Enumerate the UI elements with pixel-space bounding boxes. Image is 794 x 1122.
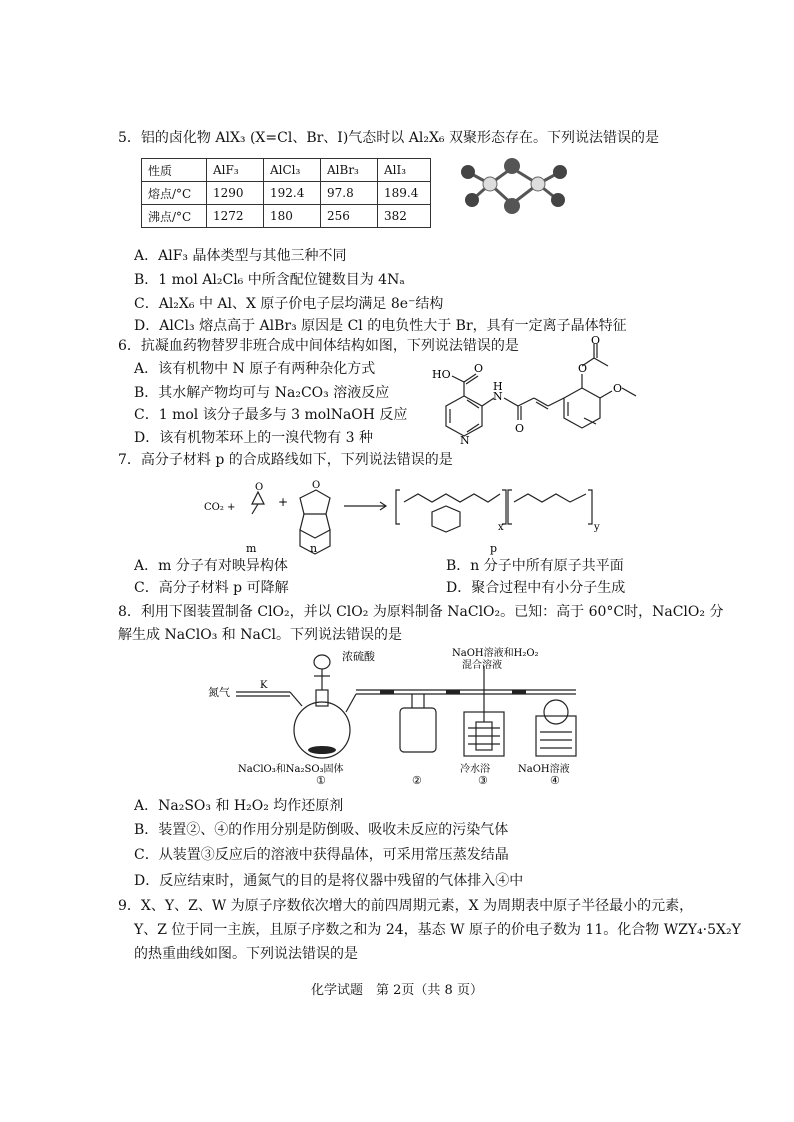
table-row [142,182,431,205]
table-cell: 沸点/°C [142,205,207,228]
subscript-y: y [594,522,600,533]
q7-option-d: D．聚合过程中有小分子生成 [446,580,626,596]
q5-property-table [141,158,431,228]
q7-reaction-scheme [196,472,616,558]
q6-option-d: D．该有机物苯环上的一溴代物有 3 种 [134,430,374,446]
q8-option-b: B．装置②、④的作用分别是防倒吸、吸收未反应的污染气体 [134,822,509,838]
subscript-x: x [498,522,504,533]
q8-apparatus-diagram [200,646,590,786]
table-row [142,205,431,228]
q9-stem-line1: 9．X、Y、Z、W 为原子序数依次增大的前四周期元素，X 为周期表中原子半径最小的元素， [118,898,694,914]
q8-stem-line1: 8．利用下图装置制备 ClO₂，并以 ClO₂ 为原料制备 NaClO₂。已知：高于 60°C时，NaClO₂ 分 [118,604,724,620]
q5-option-c: C．Al₂X₆ 中 Al、X 原子价电子层均满足 8e⁻结构 [134,296,444,312]
halogen-atom [504,158,520,174]
halogen-atom [551,193,565,207]
solid-reagent-label: NaClO₃和Na₂SO₃固体 [238,764,344,775]
table-cell: 97.8 [321,182,378,205]
table-cell: 382 [378,205,431,228]
plus-sign: + [278,495,289,509]
struct-label-o: O [515,422,525,435]
q8-option-c: C．从装置③反应后的溶液中获得晶体，可采用常压蒸发结晶 [134,847,509,863]
table-cell: 1272 [207,205,264,228]
halogen-atom [553,165,567,179]
q8-stem-line2: 解生成 NaClO₃ 和 NaCl。下列说法错误的是 [118,627,403,643]
aluminum-atom [531,177,545,191]
struct-label-ho: HO [432,368,451,381]
co2-label: CO₂ + [204,502,236,513]
table-cell: 1290 [207,182,264,205]
mixture-label-line2: 混合溶液 [462,660,502,671]
q5-stem: 5．铝的卤化物 AlX₃ (X=Cl、Br、I)气态时以 Al₂X₆ 双聚形态存在。下列说法错误的是 [118,130,659,146]
table-header-row [142,159,431,182]
struct-label-o: O [591,336,601,347]
q8-option-a: A．Na₂SO₃ 和 H₂O₂ 均作还原剂 [134,798,344,814]
q5-option-b: B．1 mol Al₂Cl₆ 中所含配位键数目为 4Nₐ [134,272,405,288]
q5-option-a: A．AlF₃ 晶体类型与其他三种不同 [134,248,347,264]
q7-option-b: B．n 分子中所有原子共平面 [446,558,624,574]
label-m: m [246,542,257,555]
struct-label-n: N [493,390,503,403]
q6-stem: 6．抗凝血药物替罗非班合成中间体结构如图，下列说法错误的是 [118,338,519,354]
halogen-atom [504,198,520,214]
halogen-atom [465,193,479,207]
table-header-cell: AlF₃ [207,159,264,182]
al2x6-molecule-model [452,150,582,220]
q9-stem-line2: Y、Z 位于同一主族，且原子序数之和为 24，基态 W 原子的价电子数为 11。化合物 WZY₄·5X₂Y [134,922,741,938]
struct-label-h: H [493,380,503,393]
q6-option-b: B．其水解产物均可与 Na₂CO₃ 溶液反应 [134,385,390,401]
q6-structure-diagram [424,336,658,448]
q8-option-d: D．反应结束时，通氮气的目的是将仪器中残留的气体排入④中 [134,873,524,889]
cold-bath-label: 冷水浴 [460,764,490,775]
epoxide-o-label: O [255,482,264,493]
struct-label-o: O [613,382,623,395]
mixture-label-line1: NaOH溶液和H₂O₂ [452,648,539,659]
q6-option-c: C．1 mol 该分子最多与 3 molNaOH 反应 [134,407,408,423]
apparatus-2-label: ② [412,774,422,786]
struct-label-o: O [474,362,484,375]
label-n: n [310,542,318,555]
q6-option-a: A．该有机物中 N 原子有两种杂化方式 [134,361,376,377]
apparatus-1-label: ① [316,774,326,786]
apparatus-3-label: ③ [478,774,488,786]
q5-option-d: D．AlCl₃ 熔点高于 AlBr₃ 原因是 Cl 的电负性大于 Br，具有一定离子晶体特征 [134,318,627,334]
q9-stem-line3: 的热重曲线如图。下列说法错误的是 [134,946,358,962]
struct-label-o: O [578,362,588,375]
page-footer: 化学试题 第 2页（共 8 页） [311,983,483,998]
aluminum-atom [483,177,497,191]
halogen-atom [461,165,475,179]
naoh-solution-label: NaOH溶液 [518,764,570,775]
q7-option-c: C．高分子材料 p 可降解 [134,580,289,596]
table-header-cell: 性质 [142,159,207,182]
acid-label: 浓硫酸 [342,650,375,663]
struct-label-n-ring: N [460,434,470,447]
anhydride-o-label: O [312,480,321,491]
table-cell: 熔点/°C [142,182,207,205]
q7-stem: 7．高分子材料 p 的合成路线如下，下列说法错误的是 [118,452,453,468]
table-cell: 192.4 [264,182,321,205]
q7-option-a: A．m 分子有对映异构体 [134,558,288,574]
apparatus-4-label: ④ [550,774,560,786]
label-p: p [490,542,498,555]
table-cell: 180 [264,205,321,228]
table-header-cell: AlBr₃ [321,159,378,182]
nitrogen-label: 氮气 [208,686,230,699]
table-cell: 256 [321,205,378,228]
table-header-cell: AlCl₃ [264,159,321,182]
table-cell: 189.4 [378,182,431,205]
valve-k-label: K [260,680,268,691]
table-header-cell: AlI₃ [378,159,431,182]
